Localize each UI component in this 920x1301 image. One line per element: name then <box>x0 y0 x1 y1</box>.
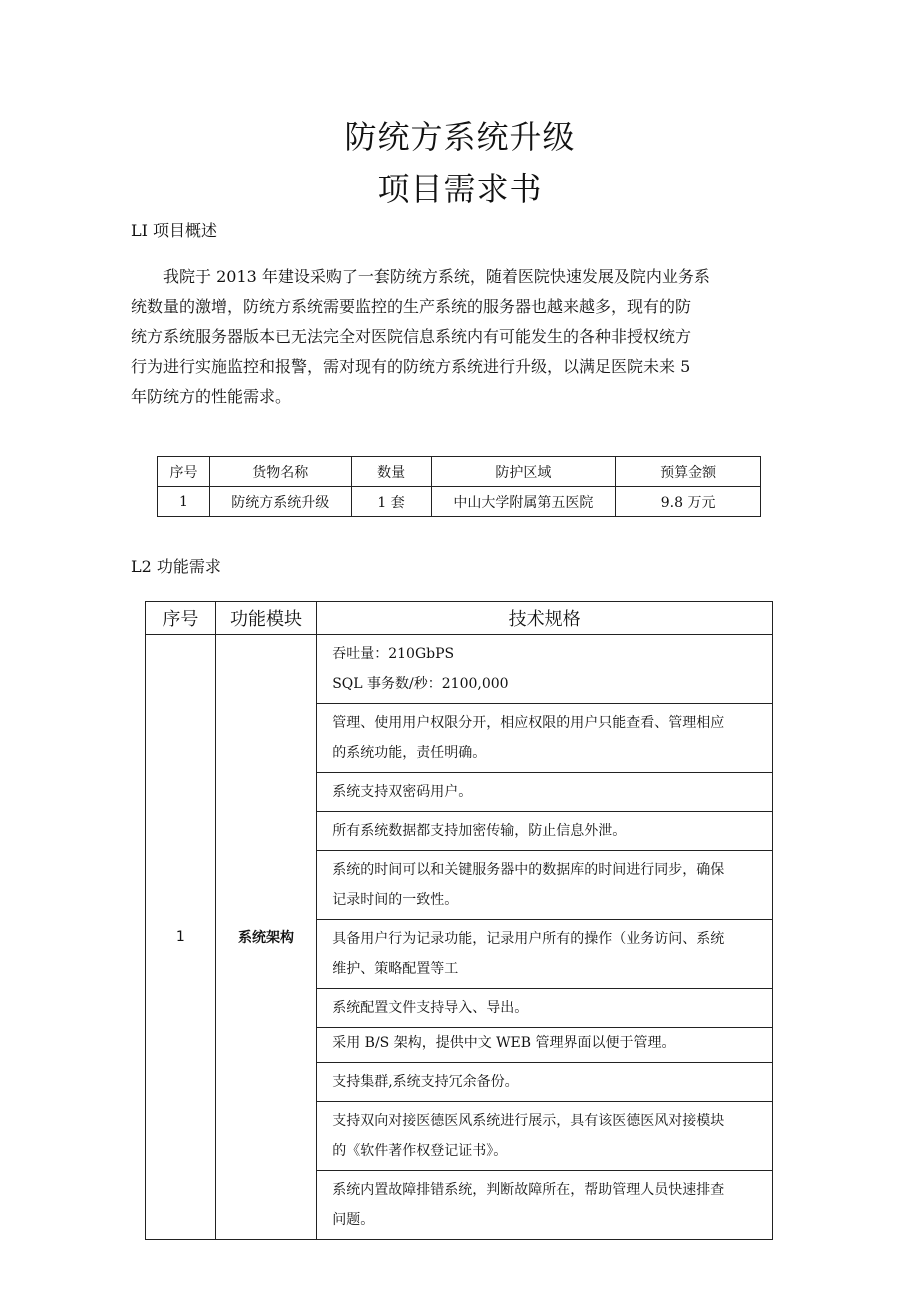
spec-line: 系统内置故障排错系统，判断故障所在，帮助管理人员快速排查 <box>332 1182 725 1198</box>
goods-table-header-row <box>158 457 761 487</box>
spec-line: 系统支持双密码用户。 <box>332 784 473 800</box>
spec-cell-troubleshooting <box>317 1171 773 1240</box>
spec-line: SQL 事务数/秒：2100,000 <box>332 676 509 692</box>
spec-line: 支持集群,系统支持冗余备份。 <box>332 1074 519 1090</box>
document-title-line1: 防统方系统升级 <box>344 118 576 156</box>
paragraph-line: 行为进行实施监控和报警，需对现有的防统方系统进行升级，以满足医院未来 5 <box>131 357 691 376</box>
goods-header-budget: 预算金额 <box>616 457 761 487</box>
table-row <box>146 635 773 704</box>
section-heading-overview: LI 项目概述 <box>131 221 218 240</box>
spec-cell-dual-password <box>317 773 773 812</box>
spec-line: 的系统功能，责任明确。 <box>332 745 487 761</box>
goods-header-area: 防护区域 <box>431 457 616 487</box>
spec-line: 问题。 <box>332 1212 375 1228</box>
paragraph-line: 统方系统服务器版本已无法完全对医院信息系统内有可能发生的各种非授权统方 <box>131 327 692 346</box>
spec-line: 系统配置文件支持导入、导出。 <box>332 1000 529 1016</box>
spec-line: 采用 B/S 架构，提供中文 WEB 管理界面以便于管理。 <box>332 1035 676 1051</box>
goods-header-quantity: 数量 <box>351 457 431 487</box>
func-header-spec: 技术规格 <box>317 602 773 635</box>
spec-line: 记录时间的一致性。 <box>332 892 459 908</box>
goods-cell-index: 1 <box>158 487 210 517</box>
function-table-header-row <box>146 602 773 635</box>
spec-line: 系统的时间可以和关键服务器中的数据库的时间进行同步，确保 <box>332 862 725 878</box>
goods-cell-name: 防统方系统升级 <box>209 487 351 517</box>
spec-cell-config-import <box>317 989 773 1028</box>
spec-cell-permissions <box>317 704 773 773</box>
goods-cell-budget: 9.8 万元 <box>616 487 761 517</box>
goods-cell-quantity: 1 套 <box>351 487 431 517</box>
paragraph-line: 我院于 2013 年建设采购了一套防统方系统，随着医院快速发展及院内业务系 <box>163 267 710 286</box>
goods-cell-area: 中山大学附属第五医院 <box>431 487 616 517</box>
goods-header-index: 序号 <box>158 457 210 487</box>
document-title-line2: 项目需求书 <box>377 170 543 208</box>
spec-cell-cluster <box>317 1063 773 1102</box>
goods-table <box>157 456 761 517</box>
section-heading-functional: L2 功能需求 <box>131 557 221 576</box>
overview-paragraph <box>131 262 791 412</box>
spec-cell-encryption <box>317 812 773 851</box>
paragraph-line: 年防统方的性能需求。 <box>131 387 292 406</box>
goods-table-row <box>158 487 761 517</box>
function-table <box>145 601 773 1240</box>
spec-cell-audit-log <box>317 920 773 989</box>
spec-line: 所有系统数据都支持加密传输，防止信息外泄。 <box>332 823 627 839</box>
spec-cell-ethics-integration <box>317 1102 773 1171</box>
func-header-index: 序号 <box>146 602 216 635</box>
spec-line: 维护、策略配置等工 <box>332 961 459 977</box>
spec-cell-throughput <box>317 635 773 704</box>
spec-line: 支持双向对接医德医风系统进行展示，具有该医德医风对接模块 <box>332 1113 725 1129</box>
paragraph-line: 统数量的激增，防统方系统需要监控的生产系统的服务器也越来越多，现有的防 <box>131 297 692 316</box>
spec-line: 管理、使用用户权限分开，相应权限的用户只能查看、管理相应 <box>332 715 725 731</box>
spec-line: 具备用户行为记录功能，记录用户所有的操作（业务访问、系统 <box>332 931 725 947</box>
spec-line: 的《软件著作权登记证书》。 <box>332 1143 508 1159</box>
spec-cell-bs-architecture <box>317 1028 773 1063</box>
goods-header-name: 货物名称 <box>209 457 351 487</box>
func-cell-module: 系统架构 <box>215 635 317 1240</box>
func-cell-index: 1 <box>146 635 216 1240</box>
spec-cell-time-sync <box>317 851 773 920</box>
spec-line: 吞吐量：210GbPS <box>332 646 455 662</box>
func-header-module: 功能模块 <box>215 602 317 635</box>
